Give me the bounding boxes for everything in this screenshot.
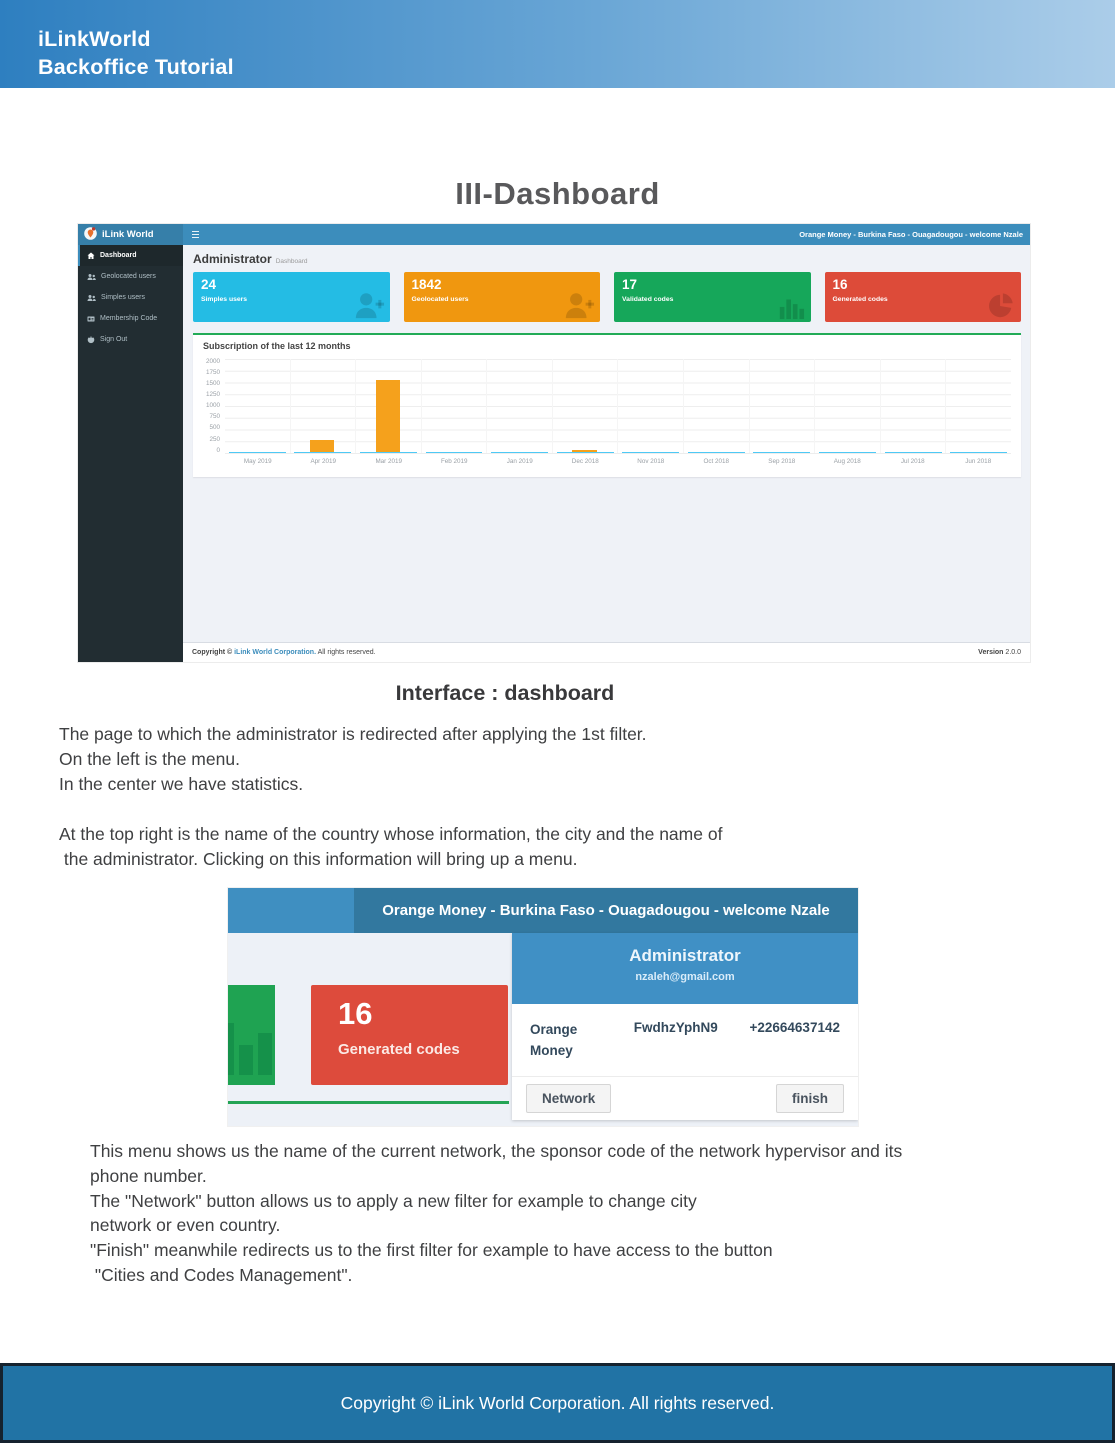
stat-label: Simples users <box>201 296 248 303</box>
chart-plot <box>225 359 1011 454</box>
popup-navbar <box>228 888 858 933</box>
banner-title: iLinkWorld <box>38 27 151 51</box>
stat-value: 17 <box>622 277 638 292</box>
stat-value: 24 <box>201 277 217 292</box>
dashboard-footer <box>183 642 1030 662</box>
chart-bar-group <box>356 359 422 453</box>
dashboard-content <box>183 245 1030 662</box>
chart-x-tick: Feb 2019 <box>440 458 468 465</box>
chart-bar-group <box>553 359 619 453</box>
page-subtitle: Dashboard <box>275 258 308 265</box>
paragraph-line: "Finish" meanwhile redirects us to the first filter for example to have access to the button <box>90 1240 773 1261</box>
paragraph-line: The page to which the administrator is redirected after applying the 1st filter. <box>59 724 647 744</box>
stat-label: Geolocated users <box>411 296 469 303</box>
stat-label: Validated codes <box>622 296 674 303</box>
paragraph-line: On the left is the menu. <box>59 749 240 769</box>
interface-caption: Interface : dashboard <box>395 681 615 705</box>
hamburger-icon[interactable] <box>192 231 199 239</box>
user-plus-icon <box>563 290 595 320</box>
network-info-row <box>512 1004 858 1076</box>
chart-x-tick: Sep 2018 <box>768 458 796 465</box>
chart-x-tick: Jun 2018 <box>965 458 992 465</box>
user-menu-footer <box>512 1076 858 1120</box>
doc-footer <box>0 1363 1115 1443</box>
sidebar-item-simples-users[interactable] <box>78 287 183 308</box>
brand-name: iLink World <box>102 229 154 240</box>
doc-footer-text: Copyright © iLink World Corporation. All rights reserved. <box>340 1392 775 1413</box>
phone-number: +22664637142 <box>749 1020 840 1035</box>
users-icon <box>87 273 96 281</box>
paragraph-line: At the top right is the name of the country whose information, the city and the name of <box>59 824 723 844</box>
version-label: Version 2.0.0 <box>978 649 1021 656</box>
dashboard-sidebar <box>78 245 183 662</box>
doc-banner <box>0 0 1115 88</box>
user-menu-title: Administrator <box>629 946 741 965</box>
paragraph-2 <box>90 1139 902 1288</box>
user-menu-dropdown <box>512 933 858 1120</box>
paragraph-line: the administrator. Clicking on this information will bring up a menu. <box>59 849 578 869</box>
page-title: Administrator Dashboard <box>193 252 308 266</box>
chart-x-axis <box>225 458 1011 465</box>
generated-codes-card[interactable] <box>311 985 508 1085</box>
corporation-link[interactable]: iLink World Corporation. <box>234 649 317 656</box>
paragraph-line: In the center we have statistics. <box>59 774 304 794</box>
chart-bar-group <box>881 359 947 453</box>
stat-cards-row <box>193 272 1021 322</box>
user-menu-email: nzaleh@gmail.com <box>635 971 735 983</box>
sidebar-item-label: Sign Out <box>100 336 128 343</box>
chart-x-tick: Nov 2018 <box>637 458 665 465</box>
chart-bar-group <box>291 359 357 453</box>
panel-top-border <box>228 1101 509 1104</box>
chart-y-axis: 2000 1750 1500 1250 1000 750 500 250 0 <box>205 358 220 454</box>
stat-label: Generated codes <box>832 296 888 303</box>
chart-x-tick: Oct 2018 <box>703 458 730 465</box>
user-plus-icon <box>353 290 385 320</box>
sidebar-item-sign-out[interactable] <box>78 329 183 350</box>
stat-card-geolocated-users[interactable] <box>404 272 601 322</box>
chart-x-tick: Apr 2019 <box>310 458 337 465</box>
paragraph-line: network or even country. <box>90 1215 281 1236</box>
chart-bar-group <box>225 359 291 453</box>
stat-card-simples-users[interactable] <box>193 272 390 322</box>
sidebar-item-geolocated-users[interactable] <box>78 266 183 287</box>
chart-bar-group <box>815 359 881 453</box>
users-icon <box>87 294 96 302</box>
chart-bar-group <box>422 359 488 453</box>
user-context-link[interactable]: Orange Money - Burkina Faso - Ouagadougou - welcome Nzale <box>354 888 858 933</box>
chart-title: Subscription of the last 12 months <box>203 341 351 351</box>
sidebar-item-membership-code[interactable] <box>78 308 183 329</box>
chart-bar-group <box>946 359 1011 453</box>
user-menu-header <box>512 933 858 1004</box>
subscription-chart-panel <box>193 333 1021 477</box>
stat-label: Generated codes <box>338 1041 460 1058</box>
paragraph-line: "Cities and Codes Management". <box>90 1264 353 1285</box>
chart-x-tick: May 2019 <box>243 458 272 465</box>
dashboard-copyright: Copyright © iLink World Corporation. All rights reserved. <box>192 649 376 656</box>
dashboard-navbar <box>78 224 1030 245</box>
chart-bar-group <box>618 359 684 453</box>
stat-card-validated-codes[interactable] <box>614 272 811 322</box>
paragraph-1 <box>59 722 722 872</box>
paragraph-line: This menu shows us the name of the current network, the sponsor code of the network hypervisor and its <box>90 1141 903 1161</box>
sidebar-item-label: Simples users <box>101 294 145 301</box>
menu-popup-screenshot <box>228 888 858 1126</box>
popup-content <box>228 933 858 1126</box>
sidebar-item-label: Geolocated users <box>101 273 156 280</box>
dashboard-screenshot <box>78 224 1030 662</box>
sidebar-item-dashboard[interactable] <box>78 245 183 266</box>
stat-value: 1842 <box>411 277 442 292</box>
paragraph-line: phone number. <box>90 1165 207 1186</box>
bar-chart-icon <box>228 1023 272 1075</box>
sponsor-code: FwdhzYphN9 <box>633 1020 718 1035</box>
navbar-left-segment <box>228 888 354 933</box>
power-icon <box>87 336 95 344</box>
stat-card-generated-codes[interactable] <box>825 272 1022 322</box>
banner-subtitle: Backoffice Tutorial <box>38 55 234 79</box>
ilink-logo-icon <box>84 227 97 242</box>
chart-x-tick: Aug 2018 <box>833 458 861 465</box>
paragraph-line: The "Network" button allows us to apply a new filter for example to change city <box>90 1190 697 1211</box>
stat-value: 16 <box>338 996 373 1031</box>
chart-bar-group <box>487 359 553 453</box>
chart-x-tick: Jul 2018 <box>900 458 925 465</box>
chart-x-tick: Jan 2019 <box>506 458 533 465</box>
bar-chart-icon <box>776 292 806 320</box>
brand-area[interactable] <box>78 224 183 245</box>
sidebar-item-label: Membership Code <box>100 315 158 322</box>
chart-bar-group <box>750 359 816 453</box>
chart-x-tick: Dec 2018 <box>571 458 599 465</box>
id-card-icon <box>87 315 95 323</box>
paragraph-line <box>59 797 722 822</box>
stat-value: 16 <box>832 277 848 292</box>
sidebar-item-label: Dashboard <box>100 252 137 259</box>
section-title: III-Dashboard <box>455 176 660 211</box>
chart-bar-group <box>684 359 750 453</box>
network-button[interactable]: Network <box>526 1084 611 1113</box>
validated-codes-card-partial[interactable] <box>228 985 275 1085</box>
home-icon <box>87 252 95 260</box>
network-name: Orange Money <box>530 1022 578 1058</box>
pie-chart-icon <box>986 292 1016 320</box>
finish-button[interactable]: finish <box>776 1084 844 1113</box>
chart-x-tick: Mar 2019 <box>375 458 403 465</box>
user-context-link[interactable]: Orange Money - Burkina Faso - Ouagadougou - welcome Nzale <box>799 230 1023 239</box>
